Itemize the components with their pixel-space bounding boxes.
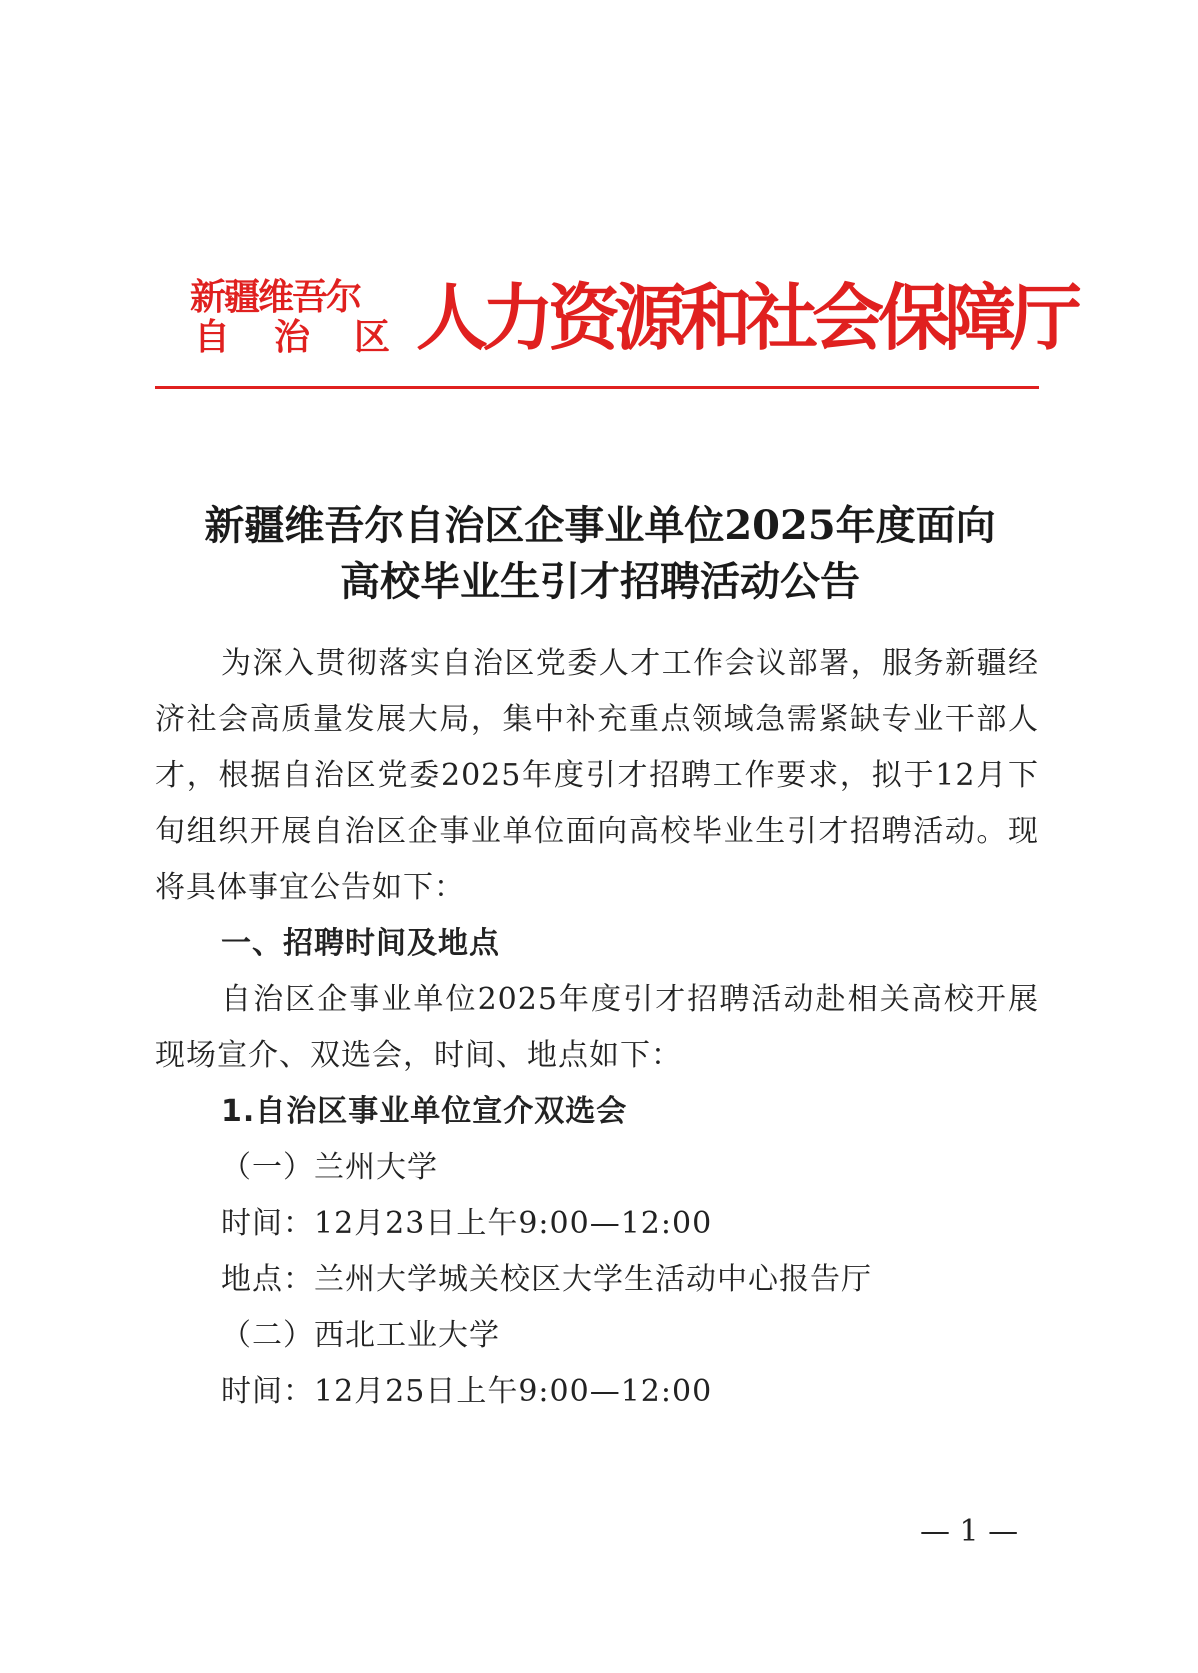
intro-paragraph: 为深入贯彻落实自治区党委人才工作会议部署，服务新疆经济社会高质量发展大局，集中补充重点领域急需紧缺专业干部人才，根据自治区党委2025年度引才招聘工作要求，拟于12月下旬组织开展自治区企事业单位面向高校毕业生引才招聘活动。现将具体事宜公告如下： — [155, 646, 1039, 905]
page-number: — 1 — — [920, 1514, 1019, 1549]
document-title — [100, 498, 1100, 610]
letterhead-region-name — [190, 278, 400, 358]
letterhead-region-line2 — [194, 318, 390, 358]
letterhead-char: 治 — [273, 317, 310, 358]
venue2-time: 时间：12月25日上午9:00—12:00 — [221, 1374, 713, 1409]
document-title-line1: 新疆维吾尔自治区企事业单位2025年度面向 — [204, 502, 996, 549]
letterhead-char: 自 — [194, 317, 231, 358]
letterhead-department-name: 人力资源和社会保障厅 — [416, 276, 1077, 360]
document-body — [155, 636, 1039, 1420]
section1-paragraph: 自治区企事业单位2025年度引才招聘活动赴相关高校开展现场宣介、双选会，时间、地点如下： — [155, 982, 1039, 1073]
section1-heading: 一、招聘时间及地点 — [221, 926, 500, 961]
venue2-name: （二）西北工业大学 — [221, 1318, 500, 1353]
letterhead-char: 区 — [353, 317, 390, 358]
letterhead-region-line1: 新疆维吾尔 — [190, 277, 361, 318]
venue1-time: 时间：12月23日上午9:00—12:00 — [221, 1206, 713, 1241]
document-title-line2: 高校毕业生引才招聘活动公告 — [340, 558, 860, 605]
venue1-name: （一）兰州大学 — [221, 1150, 438, 1185]
letterhead — [190, 276, 1077, 360]
venue1-place: 地点：兰州大学城关校区大学生活动中心报告厅 — [221, 1262, 872, 1297]
subsection1-heading: 1.自治区事业单位宣介双选会 — [221, 1094, 628, 1129]
letterhead-red-rule — [155, 386, 1039, 389]
